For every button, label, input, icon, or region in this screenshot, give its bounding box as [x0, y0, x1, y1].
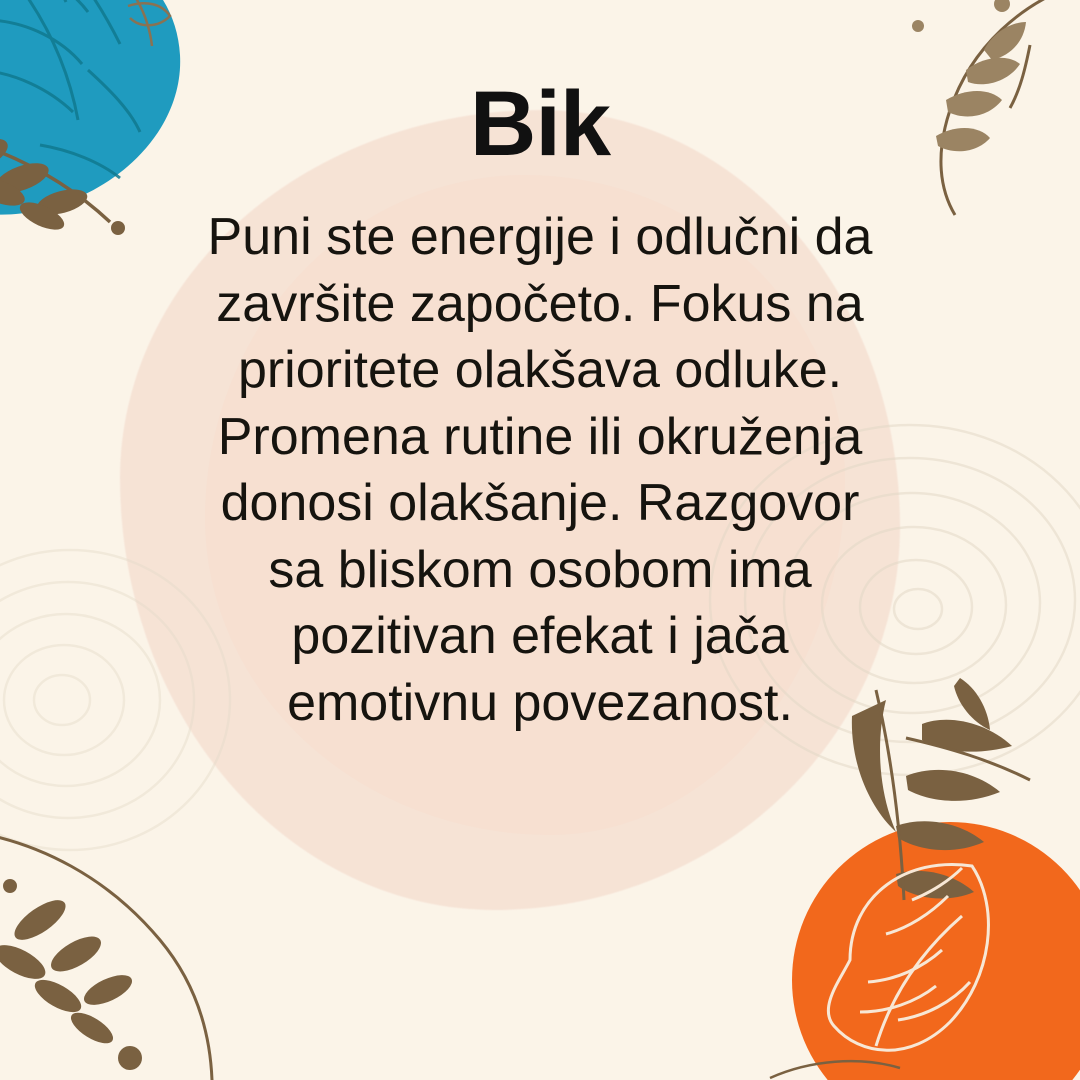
page-title: Bik: [469, 73, 611, 175]
horoscope-text: Puni ste energije i odlučni da završite započeto. Fokus na prioritete olakšava odluke. Promena rutine ili okruženja donosi olakšanje. Razgovor sa bliskom osobom ima pozitivan efekat i jača emotivnu povezanost.: [207, 208, 873, 732]
